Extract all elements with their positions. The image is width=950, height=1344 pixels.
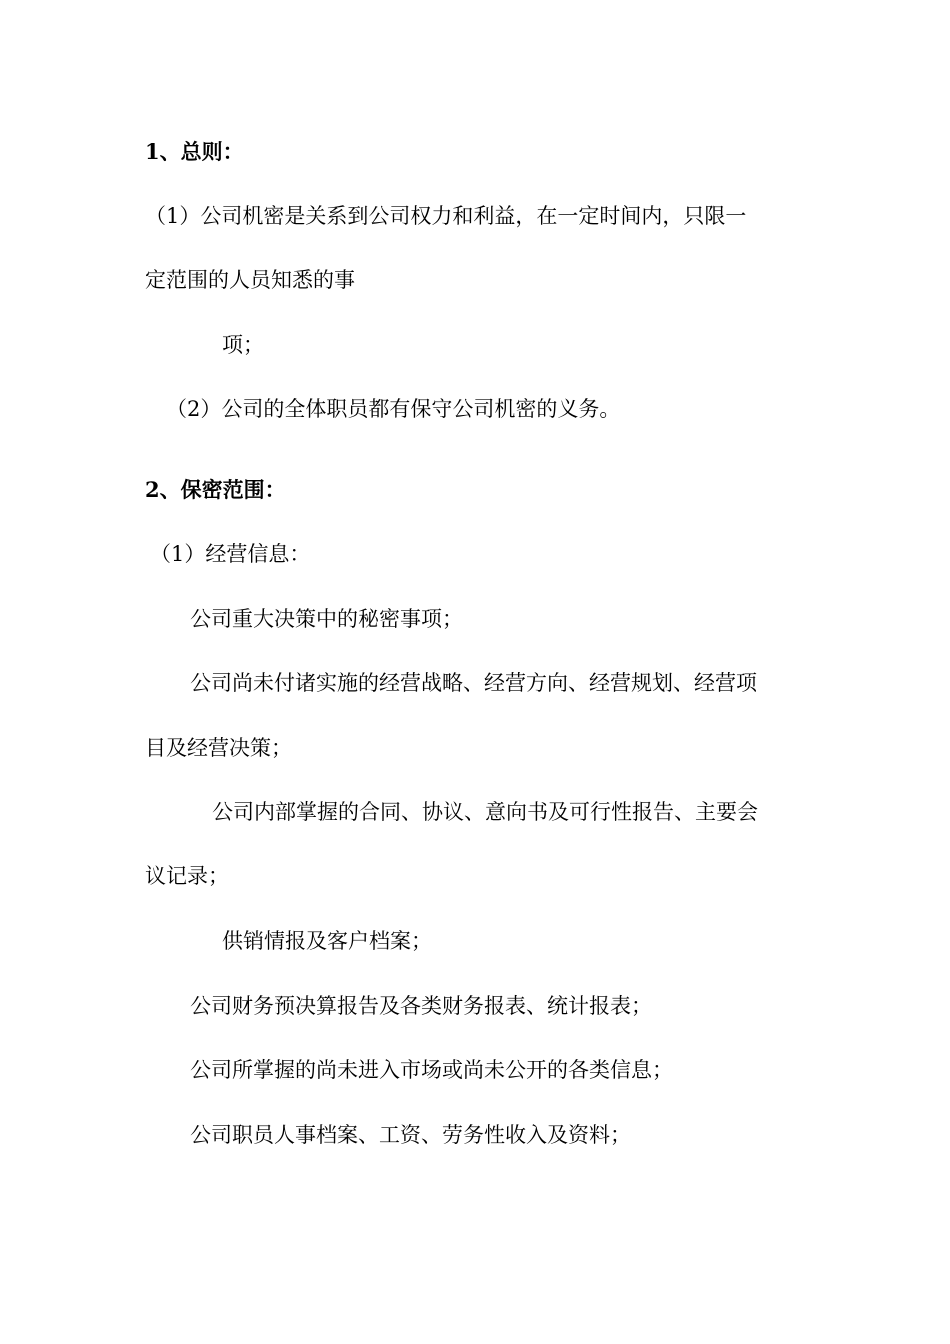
section-2-subsection-1-title: （1）经营信息： (150, 542, 311, 566)
section-1-item-1-line-1: （1）公司机密是关系到公司权力和利益，在一定时间内，只限一 (145, 204, 747, 228)
section-1-item-2: （2）公司的全体职员都有保守公司机密的义务。 (166, 397, 621, 421)
section-1-item-1-line-3: 项； (222, 333, 264, 357)
section-1-item-1-line-2: 定范围的人员知悉的事 (145, 268, 355, 292)
list-item: 公司重大决策中的秘密事项； (190, 607, 463, 631)
list-item: 公司尚未付诸实施的经营战略、经营方向、经营规划、经营项 (190, 671, 757, 695)
list-item: 公司所掌握的尚未进入市场或尚未公开的各类信息； (190, 1058, 673, 1082)
list-item: 供销情报及客户档案； (222, 929, 432, 953)
list-item-continuation: 议记录； (145, 864, 229, 888)
section-2-heading: 2、保密范围： (145, 477, 286, 502)
list-item: 公司财务预决算报告及各类财务报表、统计报表； (190, 994, 652, 1018)
list-item-continuation: 目及经营决策； (145, 736, 292, 760)
list-item: 公司内部掌握的合同、协议、意向书及可行性报告、主要会 (212, 800, 758, 824)
list-item: 公司职员人事档案、工资、劳务性收入及资料； (190, 1123, 631, 1147)
section-1-heading: 1、总则： (145, 139, 244, 164)
